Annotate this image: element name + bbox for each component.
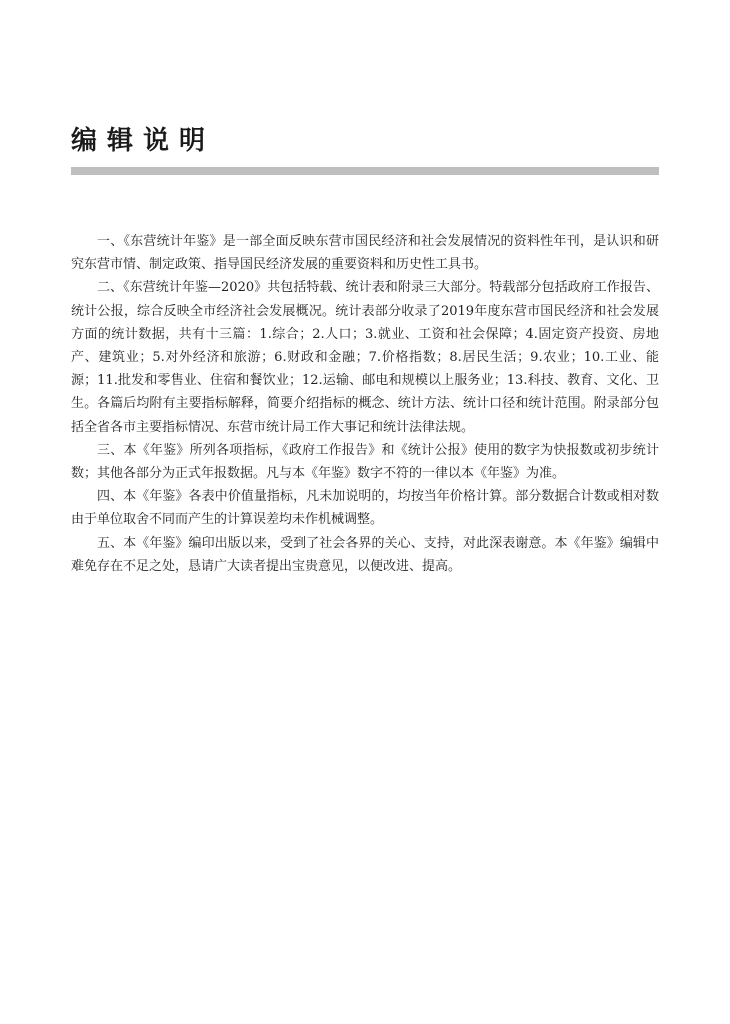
paragraph-5: 五、本《年鉴》编印出版以来，受到了社会各界的关心、支持，对此深表谢意。本《年鉴》编辑中难免存在不足之处，恳请广大读者提出宝贵意见，以便改进、提高。: [71, 535, 659, 574]
paragraph-2: 二、《东营统计年鉴—2020》共包括特载、统计表和附录三大部分。特载部分包括政府工作报告、统计公报，综合反映全市经济社会发展概况。统计表部分收录了2019年度东营市国民经济和社会发展方面的统计数据，共有十三篇：1.综合；2.人口；3.就业、工资和社会保障；4.固定资产投资、房地产、建筑业；5.对外经济和旅游；6.财政和金融；7.价格指数；8.居民生活；9.农业；10.工业、能源；11.批发和零售业、住宿和餐饮业；12.运输、邮电和规模以上服务业；13.科技、教育、文化、卫生。各篇后均附有主要指标解释，简要介绍指标的概念、统计方法、统计口径和统计范围。附录部分包括全省各市主要指标情况、东营市统计局工作大事记和统计法律法规。: [71, 280, 659, 435]
paragraph-3: 三、本《年鉴》所列各项指标，《政府工作报告》和《统计公报》使用的数字为快报数或初步统计数；其他各部分为正式年报数据。凡与本《年鉴》数字不符的一律以本《年鉴》为准。: [71, 442, 659, 482]
page-title: 编辑说明: [71, 126, 216, 156]
paragraph-4: 四、本《年鉴》各表中价值量指标，凡未加说明的，均按当年价格计算。部分数据合计数或相对数由于单位取舍不同而产生的计算误差均未作机械调整。: [71, 489, 659, 528]
paragraph-1: 一、《东营统计年鉴》是一部全面反映东营市国民经济和社会发展情况的资料性年刊，是认识和研究东营市情、制定政策、指导国民经济发展的重要资料和历史性工具书。: [71, 234, 659, 273]
title-divider: [71, 167, 659, 175]
document-body: [71, 230, 659, 578]
